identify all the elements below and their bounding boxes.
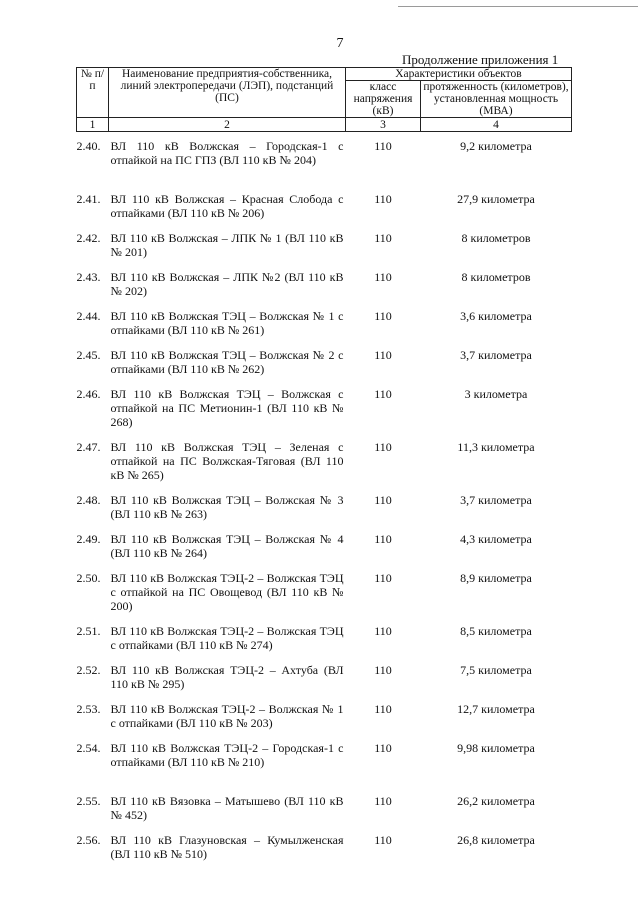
voltage-class: 110 [374, 662, 392, 677]
voltage-class: 110 [374, 386, 392, 401]
line-length: 12,7 километра [457, 701, 535, 716]
line-name: ВЛ 110 кВ Волжская ТЭЦ-2 – Волжская № 1 с отпайками (ВЛ 110 кВ № 203) [110, 701, 344, 730]
table-row [77, 302, 572, 341]
column-index-4: 4 [421, 118, 572, 132]
line-name: ВЛ 110 кВ Волжская ТЭЦ-2 – Ахтуба (ВЛ 110 кВ № 295) [110, 662, 344, 691]
row-number: 2.40. [76, 139, 101, 153]
row-number: 2.49. [76, 531, 101, 546]
voltage-class: 110 [374, 439, 392, 454]
voltage-class: 110 [374, 793, 392, 808]
voltage-class: 110 [374, 492, 392, 507]
header-voltage: класс напряжения (кВ) [346, 81, 421, 118]
voltage-class: 110 [374, 347, 392, 362]
line-length: 8,9 километра [460, 570, 532, 585]
line-name: ВЛ 110 кВ Волжская ТЭЦ-2 – Городская-1 с отпайками (ВЛ 110 кВ № 210) [110, 740, 344, 769]
voltage-class: 110 [374, 623, 392, 638]
line-length: 11,3 километра [457, 439, 535, 454]
line-name: ВЛ 110 кВ Волжская – ЛПК № 1 (ВЛ 110 кВ № 201) [110, 230, 344, 259]
header-length: протяженность (километров), установленная мощность (МВА) [421, 81, 572, 118]
row-number: 2.48. [76, 492, 101, 507]
voltage-class: 110 [374, 701, 392, 716]
line-length: 9,2 километра [460, 139, 532, 153]
line-name: ВЛ 110 кВ Волжская ТЭЦ-2 – Волжская ТЭЦ с отпайками (ВЛ 110 кВ № 274) [110, 623, 344, 652]
header-name: Наименование предприятия-собственника, линий электропередачи (ЛЭП), подстанций (ПС) [109, 68, 346, 118]
line-length: 26,2 километра [457, 793, 535, 808]
line-name: ВЛ 110 кВ Волжская – ЛПК №2 (ВЛ 110 кВ № 202) [110, 269, 344, 298]
line-length: 3,7 километра [460, 492, 532, 507]
line-name: ВЛ 110 кВ Волжская – Городская-1 с отпайкой на ПС ГПЗ (ВЛ 110 кВ № 204) [110, 139, 344, 167]
column-index-3: 3 [346, 118, 421, 132]
line-length: 9,98 километра [457, 740, 535, 755]
row-number: 2.45. [76, 347, 101, 362]
row-number: 2.47. [76, 439, 101, 454]
row-number: 2.42. [76, 230, 101, 245]
objects-table [76, 67, 572, 865]
line-name: ВЛ 110 кВ Вязовка – Матышево (ВЛ 110 кВ № 452) [110, 793, 344, 822]
voltage-class: 110 [374, 570, 392, 585]
voltage-class: 110 [374, 531, 392, 546]
table-row [77, 734, 572, 787]
line-name: ВЛ 110 кВ Глазуновская – Кумылженская (ВЛ 110 кВ № 510) [110, 832, 344, 861]
voltage-class: 110 [374, 740, 392, 755]
table-row [77, 224, 572, 263]
column-index-2: 2 [109, 118, 346, 132]
line-name: ВЛ 110 кВ Волжская – Красная Слобода с отпайками (ВЛ 110 кВ № 206) [110, 191, 344, 220]
line-name: ВЛ 110 кВ Волжская ТЭЦ – Зеленая с отпайкой на ПС Волжская-Тяговая (ВЛ 110 кВ № 265) [110, 439, 344, 482]
table-row [77, 617, 572, 656]
table-row [77, 695, 572, 734]
line-length: 7,5 километра [460, 662, 532, 677]
top-rule [398, 6, 638, 7]
line-name: ВЛ 110 кВ Волжская ТЭЦ – Волжская № 3 (ВЛ 110 кВ № 263) [110, 492, 344, 521]
table-row [77, 486, 572, 525]
row-number: 2.41. [76, 191, 101, 206]
voltage-class: 110 [374, 269, 392, 284]
header-characteristics: Характеристики объектов [346, 68, 572, 81]
row-number: 2.51. [76, 623, 101, 638]
row-number: 2.46. [76, 386, 101, 401]
row-number: 2.55. [76, 793, 101, 808]
row-number: 2.54. [76, 740, 101, 755]
table-row [77, 433, 572, 486]
row-number: 2.44. [76, 308, 101, 323]
page-number: 7 [336, 36, 344, 51]
voltage-class: 110 [374, 191, 392, 206]
line-length: 26,8 километра [457, 832, 535, 847]
table-row [77, 185, 572, 224]
line-length: 8 километров [461, 269, 531, 284]
voltage-class: 110 [374, 308, 392, 323]
voltage-class: 110 [374, 139, 392, 153]
row-number: 2.56. [76, 832, 101, 847]
line-length: 8 километров [461, 230, 531, 245]
line-name: ВЛ 110 кВ Волжская ТЭЦ – Волжская № 2 с отпайками (ВЛ 110 кВ № 262) [110, 347, 344, 376]
line-name: ВЛ 110 кВ Волжская ТЭЦ – Волжская с отпайкой на ПС Метионин-1 (ВЛ 110 кВ № 268) [110, 386, 344, 429]
table-row [77, 656, 572, 695]
table-row [77, 787, 572, 826]
row-number: 2.43. [76, 269, 101, 284]
row-number: 2.52. [76, 662, 101, 677]
table-row [77, 564, 572, 617]
line-name: ВЛ 110 кВ Волжская ТЭЦ – Волжская № 1 с отпайками (ВЛ 110 кВ № 261) [110, 308, 344, 337]
line-name: ВЛ 110 кВ Волжская ТЭЦ – Волжская № 4 (ВЛ 110 кВ № 264) [110, 531, 344, 560]
table-row [77, 380, 572, 433]
line-length: 4,3 километра [460, 531, 532, 546]
column-index-1: 1 [77, 118, 109, 132]
table-row [77, 525, 572, 564]
line-length: 8,5 километра [460, 623, 532, 638]
continuation-label: Продолжение приложения 1 [402, 52, 559, 67]
header-num: № п/п [77, 68, 109, 118]
line-length: 3,6 километра [460, 308, 532, 323]
voltage-class: 110 [374, 230, 392, 245]
table-row [77, 341, 572, 380]
row-number: 2.50. [76, 570, 101, 585]
line-length: 27,9 километра [457, 191, 535, 206]
line-length: 3 километра [464, 386, 528, 401]
line-name: ВЛ 110 кВ Волжская ТЭЦ-2 – Волжская ТЭЦ с отпайкой на ПС Овощевод (ВЛ 110 кВ № 200) [110, 570, 344, 613]
line-length: 3,7 километра [460, 347, 532, 362]
table-row [77, 826, 572, 865]
row-number: 2.53. [76, 701, 101, 716]
voltage-class: 110 [374, 832, 392, 847]
table-row [77, 132, 572, 185]
table-row [77, 263, 572, 302]
